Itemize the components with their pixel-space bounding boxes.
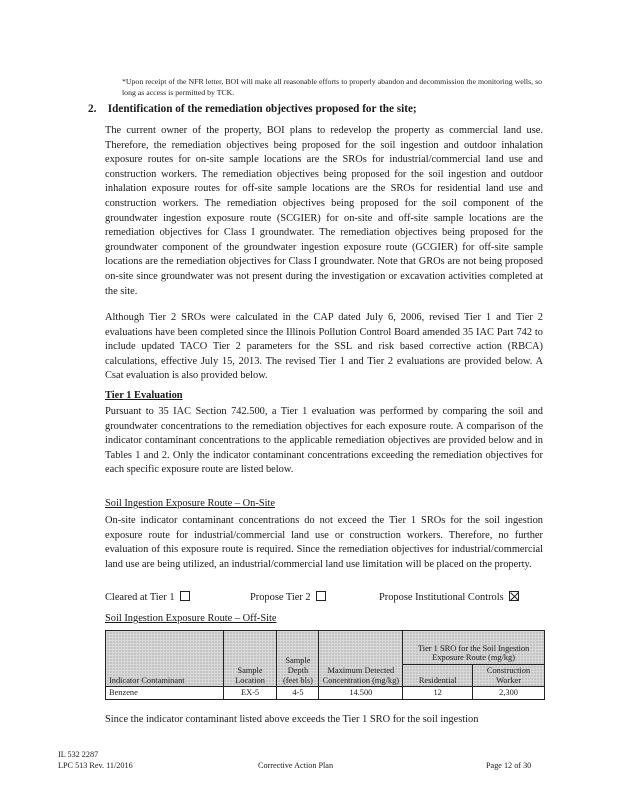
checkbox-box-checked[interactable] [509,591,519,601]
cell-max-concentration: 14.500 [319,687,403,700]
cell-construction-worker: 2,300 [473,687,545,700]
header-max-concentration: Maximum Detected Concentration (mg/kg) [319,631,403,687]
checkbox-propose-institutional-controls[interactable] [379,591,519,605]
header-tier1-sro-group: Tier 1 SRO for the Soil Ingestion Exposure Route (mg/kg) [403,631,545,665]
header-residential: Residential [403,665,473,687]
table-row [106,687,545,700]
subheading-soil-ingestion-offsite: Soil Ingestion Exposure Route – Off-Site [105,613,277,624]
soil-ingestion-offsite-table [105,630,545,700]
paragraph-tier2-revision: Although Tier 2 SROs were calculated in the CAP dated July 6, 2006, revised Tier 1 and Tier 2 evaluations have been completed since the Illinois Pollution Control Board amended 35 IAC Part 742 to include updated TACO Tier 2 parameters for the SSL and risk based corrective action (RBCA) calculations, effective July 15, 2013. The revised Tier 1 and Tier 2 evaluations are provided below. A Csat evaluation is also provided below. [105,312,543,382]
paragraph-tier1-evaluation: Pursuant to 35 IAC Section 742.500, a Tier 1 evaluation was performed by comparing the soil and groundwater concentrations to the remediation objectives for each exposure route. A comparison of the indicator contaminant concentrations to the applicable remediation objectives are provided below and in Tables 1 and 2. Only the indicator contaminant concentrations exceeding the remediation objectives for each specific exposure route are listed below. [105,406,543,476]
section-number: 2. [88,103,97,115]
checkbox-box[interactable] [180,591,190,601]
cell-location: EX-5 [223,687,277,700]
checkbox-label: Cleared at Tier 1 [105,592,175,603]
footer-page-number: Page 12 of 30 [486,761,532,770]
cell-depth: 4-5 [277,687,319,700]
header-depth: Sample Depth (feet bls) [277,631,319,687]
section-title: Identification of the remediation objectives proposed for the site; [107,103,417,115]
subheading-soil-ingestion-onsite: Soil Ingestion Exposure Route – On-Site [105,498,275,509]
paragraph-soil-ingestion-onsite: On-site indicator contaminant concentrations do not exceed the Tier 1 SROs for the soil ingestion exposure route for industrial/commercial land use or construction workers. Therefore, no further evaluation of this exposure route is required. Since the remediation objectives for industrial/commercial land use are being utilized, an industrial/commercial land use limitation will be placed on the property. [105,515,543,570]
checkbox-cleared-tier1[interactable] [105,591,190,605]
header-construction-worker: Construction Worker [473,665,545,687]
cell-indicator: Benzene [106,687,224,700]
checkbox-propose-tier2[interactable] [250,591,326,605]
checkbox-label: Propose Tier 2 [250,592,311,603]
footer-form-number: LPC 513 Rev. 11/2016 [58,761,133,770]
header-location: Sample Location [223,631,277,687]
cell-residential: 12 [403,687,473,700]
checkbox-label: Propose Institutional Controls [379,592,504,603]
subheading-tier1-evaluation: Tier 1 Evaluation [105,390,183,401]
footnote: *Upon receipt of the NFR letter, BOI will make all reasonable efforts to properly abandon and decommission the monitoring wells, so long as access is permitted by TCK. [122,77,542,97]
checkbox-box[interactable] [316,591,326,601]
paragraph-remediation-objectives: The current owner of the property, BOI plans to redevelop the property as commercial land use. Therefore, the remediation objectives being proposed for the soil ingestion and outdoor inhalation exposure routes for on-site sample locations are the SROs for industrial/commercial land use and construction workers. The remediation objectives being proposed for the soil ingestion and outdoor inhalation exposure routes for off-site sample locations are the SROs for residential land use and construction workers. The remediation objectives being proposed for the soil component of the groundwater ingestion exposure route (SCGIER) for on-site and off-site sample locations are the remediation objectives for Class I groundwater. The remediation objectives being proposed for the groundwater component of the groundwater ingestion exposure route (GCGIER) for off-site sample locations are the remediation objectives for Class I groundwater. Note that GROs are not being proposed on-site since groundwater was not present during the investigation or excavation activities completed at the site. [105,125,543,297]
footer-il-number: IL 532 2287 [58,750,99,759]
paragraph-soil-ingestion-offsite: Since the indicator contaminant listed above exceeds the Tier 1 SRO for the soil ingestion [105,714,479,725]
footer-reference [58,749,133,771]
section-heading [88,103,548,115]
footer-title: Corrective Action Plan [258,761,334,770]
header-indicator: Indicator Contaminant [106,631,224,687]
